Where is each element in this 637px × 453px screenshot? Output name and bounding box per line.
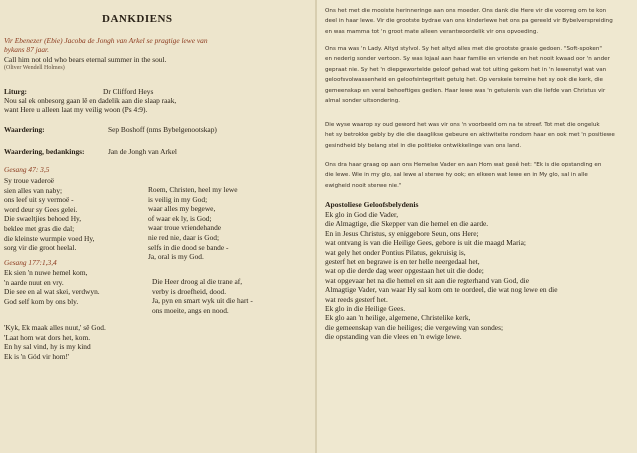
verse-line: is veilig in my God; [148, 194, 208, 204]
tribute-paragraph-2 [325, 44, 630, 106]
verse-line: Die Heer droog al die trane af, [152, 277, 243, 286]
creed-title: Apostoliese Geloofsbelydenis [325, 200, 419, 209]
verse-line: word deur sy Gees gelei. [4, 204, 78, 214]
page-title: DANKDIENS [102, 13, 173, 25]
creed-line: wat op die derde dag weer opgestaan het uit die dode; [325, 266, 484, 276]
creed-line: die opstanding van die vlees en 'n ewige lewe. [325, 332, 462, 342]
verse-line: verby is droefheid, dood. [152, 286, 227, 296]
verse-line: of waar ek ly, is God; [148, 213, 212, 223]
hymn-2-tail [4, 323, 106, 361]
verse-line: waar troue vriendehande [148, 223, 222, 233]
verse-line: Sy troue vaderoë [4, 176, 55, 185]
hymn-2-column-2 [152, 277, 253, 315]
liturgy-line-2: want Here u alleen laat my veilig woon (Ps 4:9). [4, 105, 148, 114]
verse-line: ons leef uit sy vermoë - [4, 195, 74, 205]
verse-line: ons moeite, angs en nood. [152, 305, 229, 315]
waardering-name: Sep Boshoff (nms Bybelgenootskap) [108, 125, 217, 134]
creed-line: die Almagtige, die Skepper van die hemel en die aarde. [325, 219, 489, 229]
paragraph-line: het sy betrokke gebly by die die daaglikse gebeure en aktiwiteite rondom haar en ook met 'n positiewe [325, 132, 615, 139]
creed-line: Ek glo in die Heilige Gees. [325, 304, 406, 314]
hymn-2-column-1 [4, 268, 100, 306]
verse-line: God self kom by ons bly. [4, 296, 79, 306]
verse-line: Ja, pyn en smart wyk uit die hart - [152, 296, 253, 306]
verse-line: sien alles van naby; [4, 185, 63, 195]
verse-line: selfs in die dood se bande - [148, 242, 229, 252]
creed-line: Ek glo in God die Vader, [325, 210, 399, 219]
tribute-paragraph-4 [325, 160, 630, 191]
paragraph-line: Die wyse waarop sy oud geword het was vir ons 'n voorbeeld om na te streef. Tot met die ongeluk [325, 122, 600, 128]
verse-line: 'n aarde nuut en vry. [4, 277, 64, 287]
tribute-paragraph-3 [325, 120, 630, 151]
hymn-2-reference: Gesang 177:1,3,4 [4, 258, 57, 267]
bedankings-name: Jan de Jongh van Arkel [108, 147, 177, 156]
hymn-1-reference: Gesang 47: 3,5 [4, 165, 50, 174]
creed-line: Ek glo aan 'n heilige, algemene, Christelike kerk, [325, 313, 471, 323]
verse-line: beklee met gras die dal; [4, 223, 75, 233]
paragraph-line: deel in haar lewe. Vir die grootste bydrae van ons kinderlewe het ons pa gereeld vir Bybelverspreiding [325, 18, 613, 25]
verse-line: sorg vir die groot heelal. [4, 243, 77, 253]
creed-line: wat gely het onder Pontius Pilatus, gekruisig is, [325, 247, 466, 257]
verse-line: 'Laat hom wat dors het, kom. [4, 332, 91, 342]
creed-line: die gemeenskap van die heiliges; die vergewing van sondes; [325, 322, 504, 332]
waardering-label: Waardering: [4, 125, 45, 134]
verse-line: Ek sien 'n nuwe hemel kom, [4, 268, 88, 277]
verse-line: Die see en al wat skei, verdwyn. [4, 287, 100, 297]
paragraph-line: Ons dra haar graag op aan ons Hemelse Vader en aan Hom wat gesê het: "Ek is die opstanding en [325, 162, 602, 168]
tribute-paragraph-1 [325, 6, 630, 37]
paragraph-line: gepraat nie. Sy het 'n diepgewortelde geloof gehad wat tot uiting gekom het in 'n lewenstyl wat van [325, 66, 607, 73]
hymn-1-column-1 [4, 176, 94, 253]
verse-line: Ek is 'n Gód vir hom!' [4, 351, 70, 361]
paragraph-line: Ons ma was 'n Lady. Altyd stylvol. Sy het altyd alles met die grootste grasie gedoen. "Soft-spoken" [325, 46, 602, 52]
verse-line: die kleinste wurmpie voed Hy, [4, 233, 95, 243]
paragraph-line: en was mamma tot 'n groot mate alleen verantwoordelik vir ons opvoeding. [325, 28, 539, 35]
hymn-1-column-2 [148, 185, 238, 262]
paragraph-line: en nederig sonder vertoon. Sy was lojaal aan haar familie en vriende en het nooit kwaad oor 'n ander [325, 56, 610, 63]
paragraph-line: Ons het met die mooiste herinneringe aan ons moeder. Ons dank die Here vir die voorreg om te kon [325, 8, 607, 14]
paragraph-line: gesindheid bly belang stel in die politieke ontwikkelinge van ons land. [325, 142, 522, 149]
liturgy-line-1: Nou sal ek onbesorg gaan lê en dadelik aan die slaap raak, [4, 96, 177, 105]
creed-line: gesterf het en begrawe is en ter helle neergedaal het, [325, 257, 480, 267]
page-fold-divider [315, 0, 317, 453]
verse-line: Roem, Christen, heel my lewe [148, 185, 238, 194]
paragraph-line: ewigheid nooit sterwe nie." [325, 182, 402, 189]
quote-attribution: (Oliver Wendell Holmes) [4, 65, 65, 71]
creed-line: Almagtige Vader, van waar Hy sal kom om te oordeel, die wat nog lewe en die [325, 285, 558, 295]
creed-line: wat ontvang is van die Heilige Gees, gebore is uit die maagd Maria; [325, 238, 526, 248]
paragraph-line: geloofsvolwassenheid en geloofsintegriteit getuig het. Op verskeie terreine het sy ook die kerk, die [325, 77, 603, 84]
creed-line: wat reeds gesterf het. [325, 294, 388, 304]
creed-text [325, 210, 630, 342]
verse-line: Die swaeltjies behoed Hy, [4, 214, 82, 224]
dedication-line-2: bykans 87 jaar. [4, 45, 49, 54]
creed-line: En in Jesus Christus, sy eniggebore Seun, ons Here; [325, 228, 479, 238]
verse-line: nie red nie, daar is God; [148, 232, 220, 242]
verse-line: En hy sal vind, hy is my kind [4, 342, 91, 352]
liturgy-name: Dr Clifford Heys [103, 87, 154, 96]
creed-line: wat opgevaar het na die hemel en sit aan die regterhand van God, die [325, 275, 529, 285]
liturgy-label: Liturg: [4, 87, 27, 96]
verse-line: Ja, oral is my God. [148, 252, 204, 262]
dedication-line-1: Vir Ebenezer (Ebie) Jacoba de Jongh van Arkel se pragtige lewe van [4, 36, 208, 45]
verse-line: waar alles my begewe, [148, 204, 216, 214]
quote-text: Call him not old who bears eternal summer in the soul. [4, 55, 167, 64]
paragraph-line: almal sonder uitsondering. [325, 98, 401, 105]
paragraph-line: die lewe. Wie in my glo, sal lewe al sterwe hy ook; en elkeen wat lewe en in My glo, sal in alle [325, 172, 588, 179]
paragraph-line: gemeenskap en veral behoeftiges gedien. Haar lewe was 'n getuienis van die liefde van Christus vir [325, 87, 606, 94]
bedankings-label: Waardering, bedankings: [4, 147, 85, 156]
verse-line: 'Kyk, Ek maak alles nuut,' sê God. [4, 323, 106, 332]
